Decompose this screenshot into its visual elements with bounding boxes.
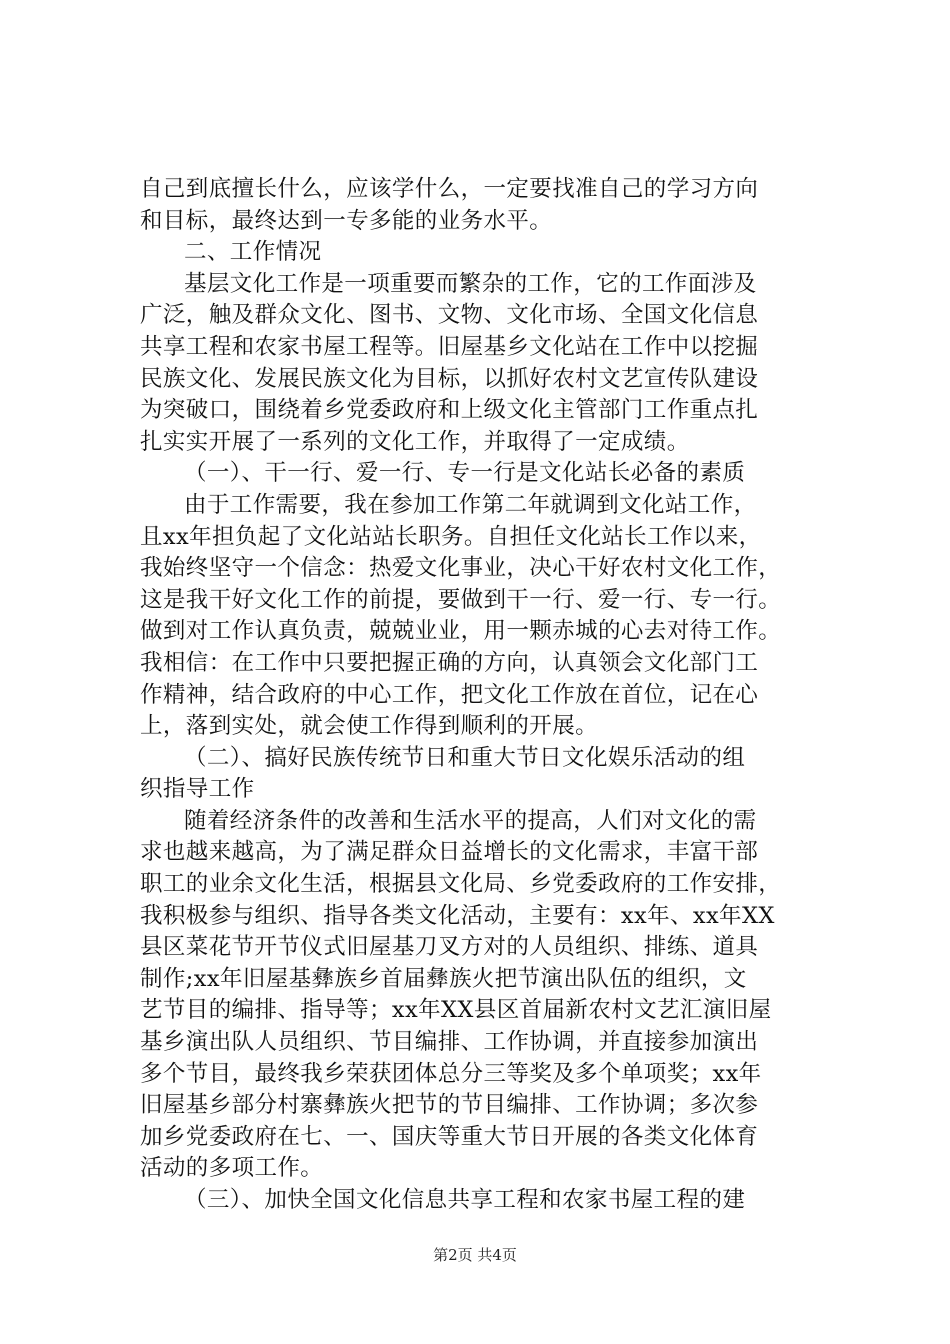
text-line: 旧屋基乡部分村寨彝族火把节的节目编排、工作协调；多次参 — [140, 1092, 759, 1119]
text-line: 且xx年担负起了文化站站长职务。自担任文化站长工作以来， — [140, 523, 762, 550]
text-line: 艺节目的编排、指导等；xx年XX县区首届新农村文艺汇演旧屋 — [140, 997, 772, 1024]
text-line: 民族文化、发展民族文化为目标，以抓好农村文艺宣传队建设 — [140, 365, 759, 392]
text-line: 我始终坚守一个信念：热爱文化事业，决心干好农村文化工作， — [140, 555, 782, 582]
text-line: 职工的业余文化生活，根据县文化局、乡党委政府的工作安排， — [140, 871, 782, 898]
text-line: （二）、搞好民族传统节日和重大节日文化娱乐活动的组 — [184, 744, 746, 771]
document-body — [140, 174, 840, 1217]
text-line: 广泛，触及群众文化、图书、文物、文化市场、全国文化信息 — [140, 302, 759, 329]
text-line: 县区菜花节开节仪式旧屋基刀叉方对的人员组织、排练、道具 — [140, 934, 759, 961]
text-line: 求也越来越高，为了满足群众日益增长的文化需求，丰富干部 — [140, 839, 759, 866]
text-line: 二、工作情况 — [184, 239, 322, 266]
text-line: 加乡党委政府在七、一、国庆等重大节日开展的各类文化体育 — [140, 1123, 759, 1150]
text-line: 和目标，最终达到一专多能的业务水平。 — [140, 207, 553, 234]
text-line: 扎实实开展了一系列的文化工作，并取得了一定成绩。 — [140, 428, 690, 455]
text-line: 这是我干好文化工作的前提，要做到干一行、爱一行、专一行。 — [140, 586, 782, 613]
text-line: （一）、干一行、爱一行、专一行是文化站长必备的素质 — [184, 460, 746, 487]
text-line: 共享工程和农家书屋工程等。旧屋基乡文化站在工作中以挖掘 — [140, 333, 759, 360]
text-line: 基乡演出队人员组织、节目编排、工作协调，并直接参加演出 — [140, 1029, 759, 1056]
text-line: 活动的多项工作。 — [140, 1155, 324, 1182]
text-line: 我相信：在工作中只要把握正确的方向，认真领会文化部门工 — [140, 649, 759, 676]
text-line: 由于工作需要，我在参加工作第二年就调到文化站工作， — [184, 491, 757, 518]
text-line: 做到对工作认真负责，兢兢业业，用一颗赤城的心去对待工作。 — [140, 618, 782, 645]
text-line: 基层文化工作是一项重要而繁杂的工作，它的工作面涉及 — [184, 270, 757, 297]
text-line: 为突破口，围绕着乡党委政府和上级文化主管部门工作重点扎 — [140, 397, 759, 424]
text-line: 自己到底擅长什么，应该学什么，一定要找准自己的学习方向 — [140, 176, 759, 202]
text-line: 随着经济条件的改善和生活水平的提高，人们对文化的需 — [184, 807, 757, 834]
text-line: 作精神，结合政府的中心工作，把文化工作放在首位，记在心 — [140, 681, 759, 708]
text-line: 织指导工作 — [140, 776, 255, 803]
text-line: （三）、加快全国文化信息共享工程和农家书屋工程的建 — [184, 1187, 746, 1213]
text-line: 制作;xx年旧屋基彝族乡首届彝族火把节演出队伍的组织，文 — [140, 965, 747, 992]
page-footer: 第2页 共4页 — [433, 1246, 517, 1264]
text-line: 上，落到实处，就会使工作得到顺利的开展。 — [140, 713, 599, 740]
text-line: 多个节目，最终我乡荣获团体总分三等奖及多个单项奖；xx年 — [140, 1060, 762, 1087]
text-line: 我积极参与组织、指导各类文化活动，主要有：xx年、xx年XX — [140, 902, 775, 929]
